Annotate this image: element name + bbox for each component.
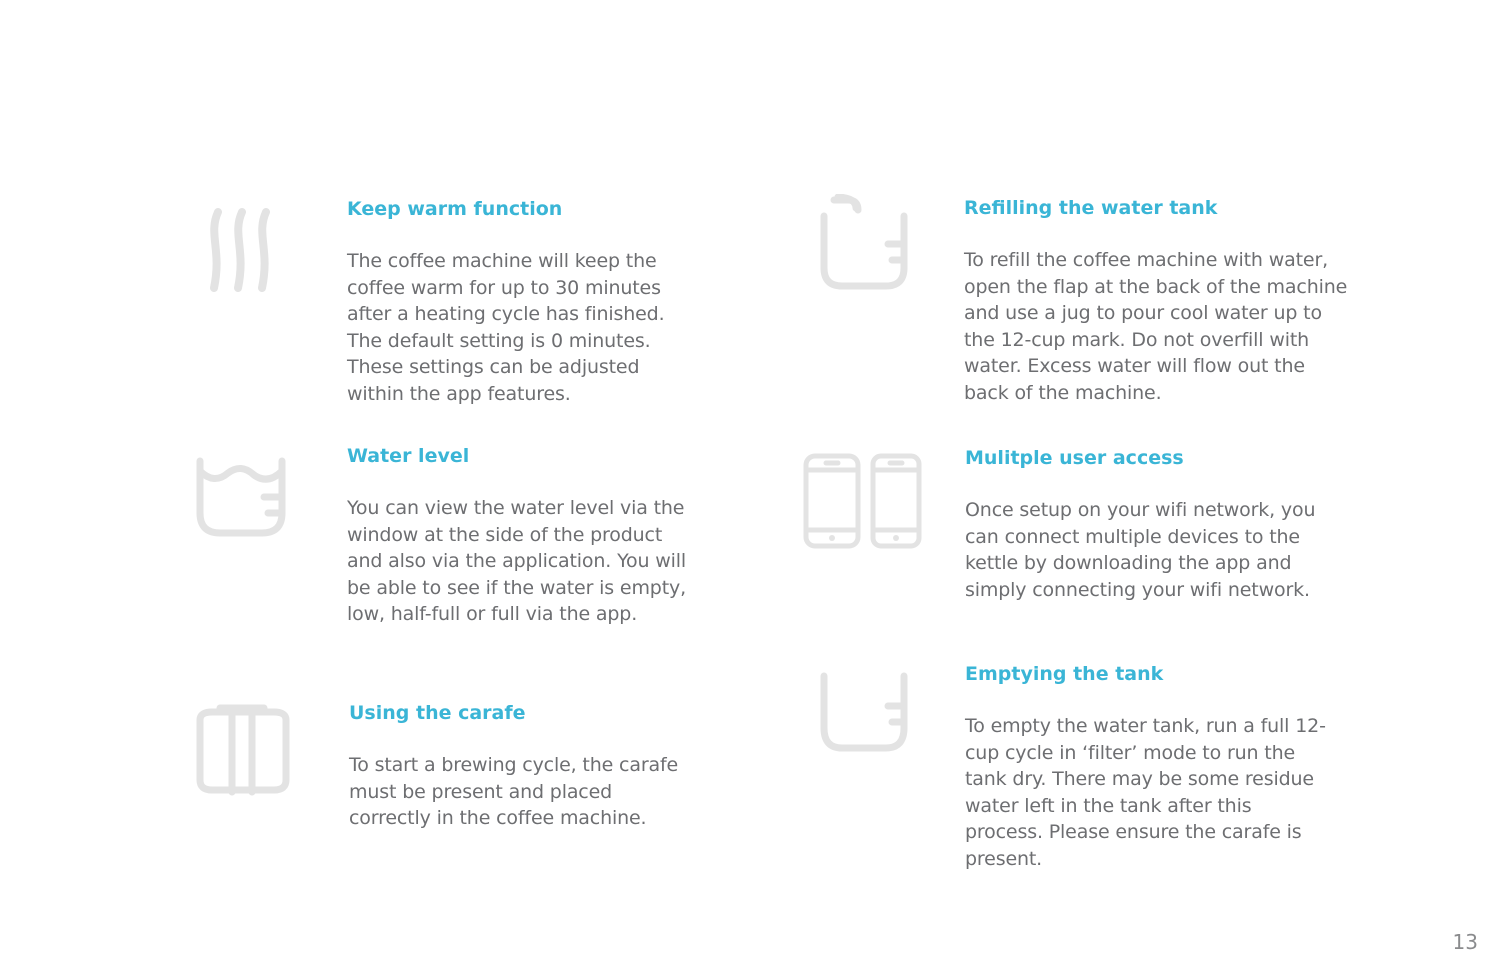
water-level-text-block bbox=[347, 443, 697, 628]
empty-tank-text-block bbox=[965, 661, 1335, 873]
keep-warm-heading: Keep warm function bbox=[347, 198, 563, 220]
empty-tank-heading: Emptying the tank bbox=[965, 663, 1164, 685]
multi-user-text-block bbox=[965, 445, 1335, 603]
phones-icon bbox=[802, 452, 926, 550]
water-level-body: You can view the water level via the window at the side of the product and also via the application. You will be able to see if the water is empty, low, half-full or full via the app. bbox=[347, 497, 687, 626]
keep-warm-text-block bbox=[347, 196, 697, 408]
steam-icon bbox=[202, 204, 278, 296]
carafe-text-block bbox=[349, 700, 689, 832]
empty-tank-body: To empty the water tank, run a full 12-cup cycle in ‘filter’ mode to run the tank dry. There may be some residue water left in the tank after this process. Please ensure the carafe is present. bbox=[965, 715, 1326, 870]
carafe-icon bbox=[190, 702, 296, 796]
refill-text-block bbox=[964, 195, 1354, 407]
empty-tank-icon bbox=[816, 670, 914, 756]
carafe-heading: Using the carafe bbox=[349, 702, 526, 724]
multi-user-heading: Mulitple user access bbox=[965, 447, 1184, 469]
multi-user-body: Once setup on your wifi network, you can connect multiple devices to the kettle by downloading the app and simply connecting your wifi network. bbox=[965, 499, 1316, 601]
water-level-icon bbox=[194, 455, 288, 539]
keep-warm-body: The coffee machine will keep the coffee warm for up to 30 minutes after a heating cycle has finished. The default setting is 0 minutes. These settings can be adjusted within the app features. bbox=[347, 250, 665, 405]
water-level-heading: Water level bbox=[347, 445, 470, 467]
page-number: 13 bbox=[1452, 930, 1478, 954]
refill-body: To refill the coffee machine with water, open the flap at the back of the machine and use a jug to pour cool water up to the 12-cup mark. Do not overfill with water. Excess water will flow out the back of the machine. bbox=[964, 249, 1348, 404]
refill-tank-icon bbox=[816, 194, 914, 294]
refill-heading: Refilling the water tank bbox=[964, 197, 1218, 219]
carafe-body: To start a brewing cycle, the carafe must be present and placed correctly in the coffee machine. bbox=[349, 754, 679, 830]
